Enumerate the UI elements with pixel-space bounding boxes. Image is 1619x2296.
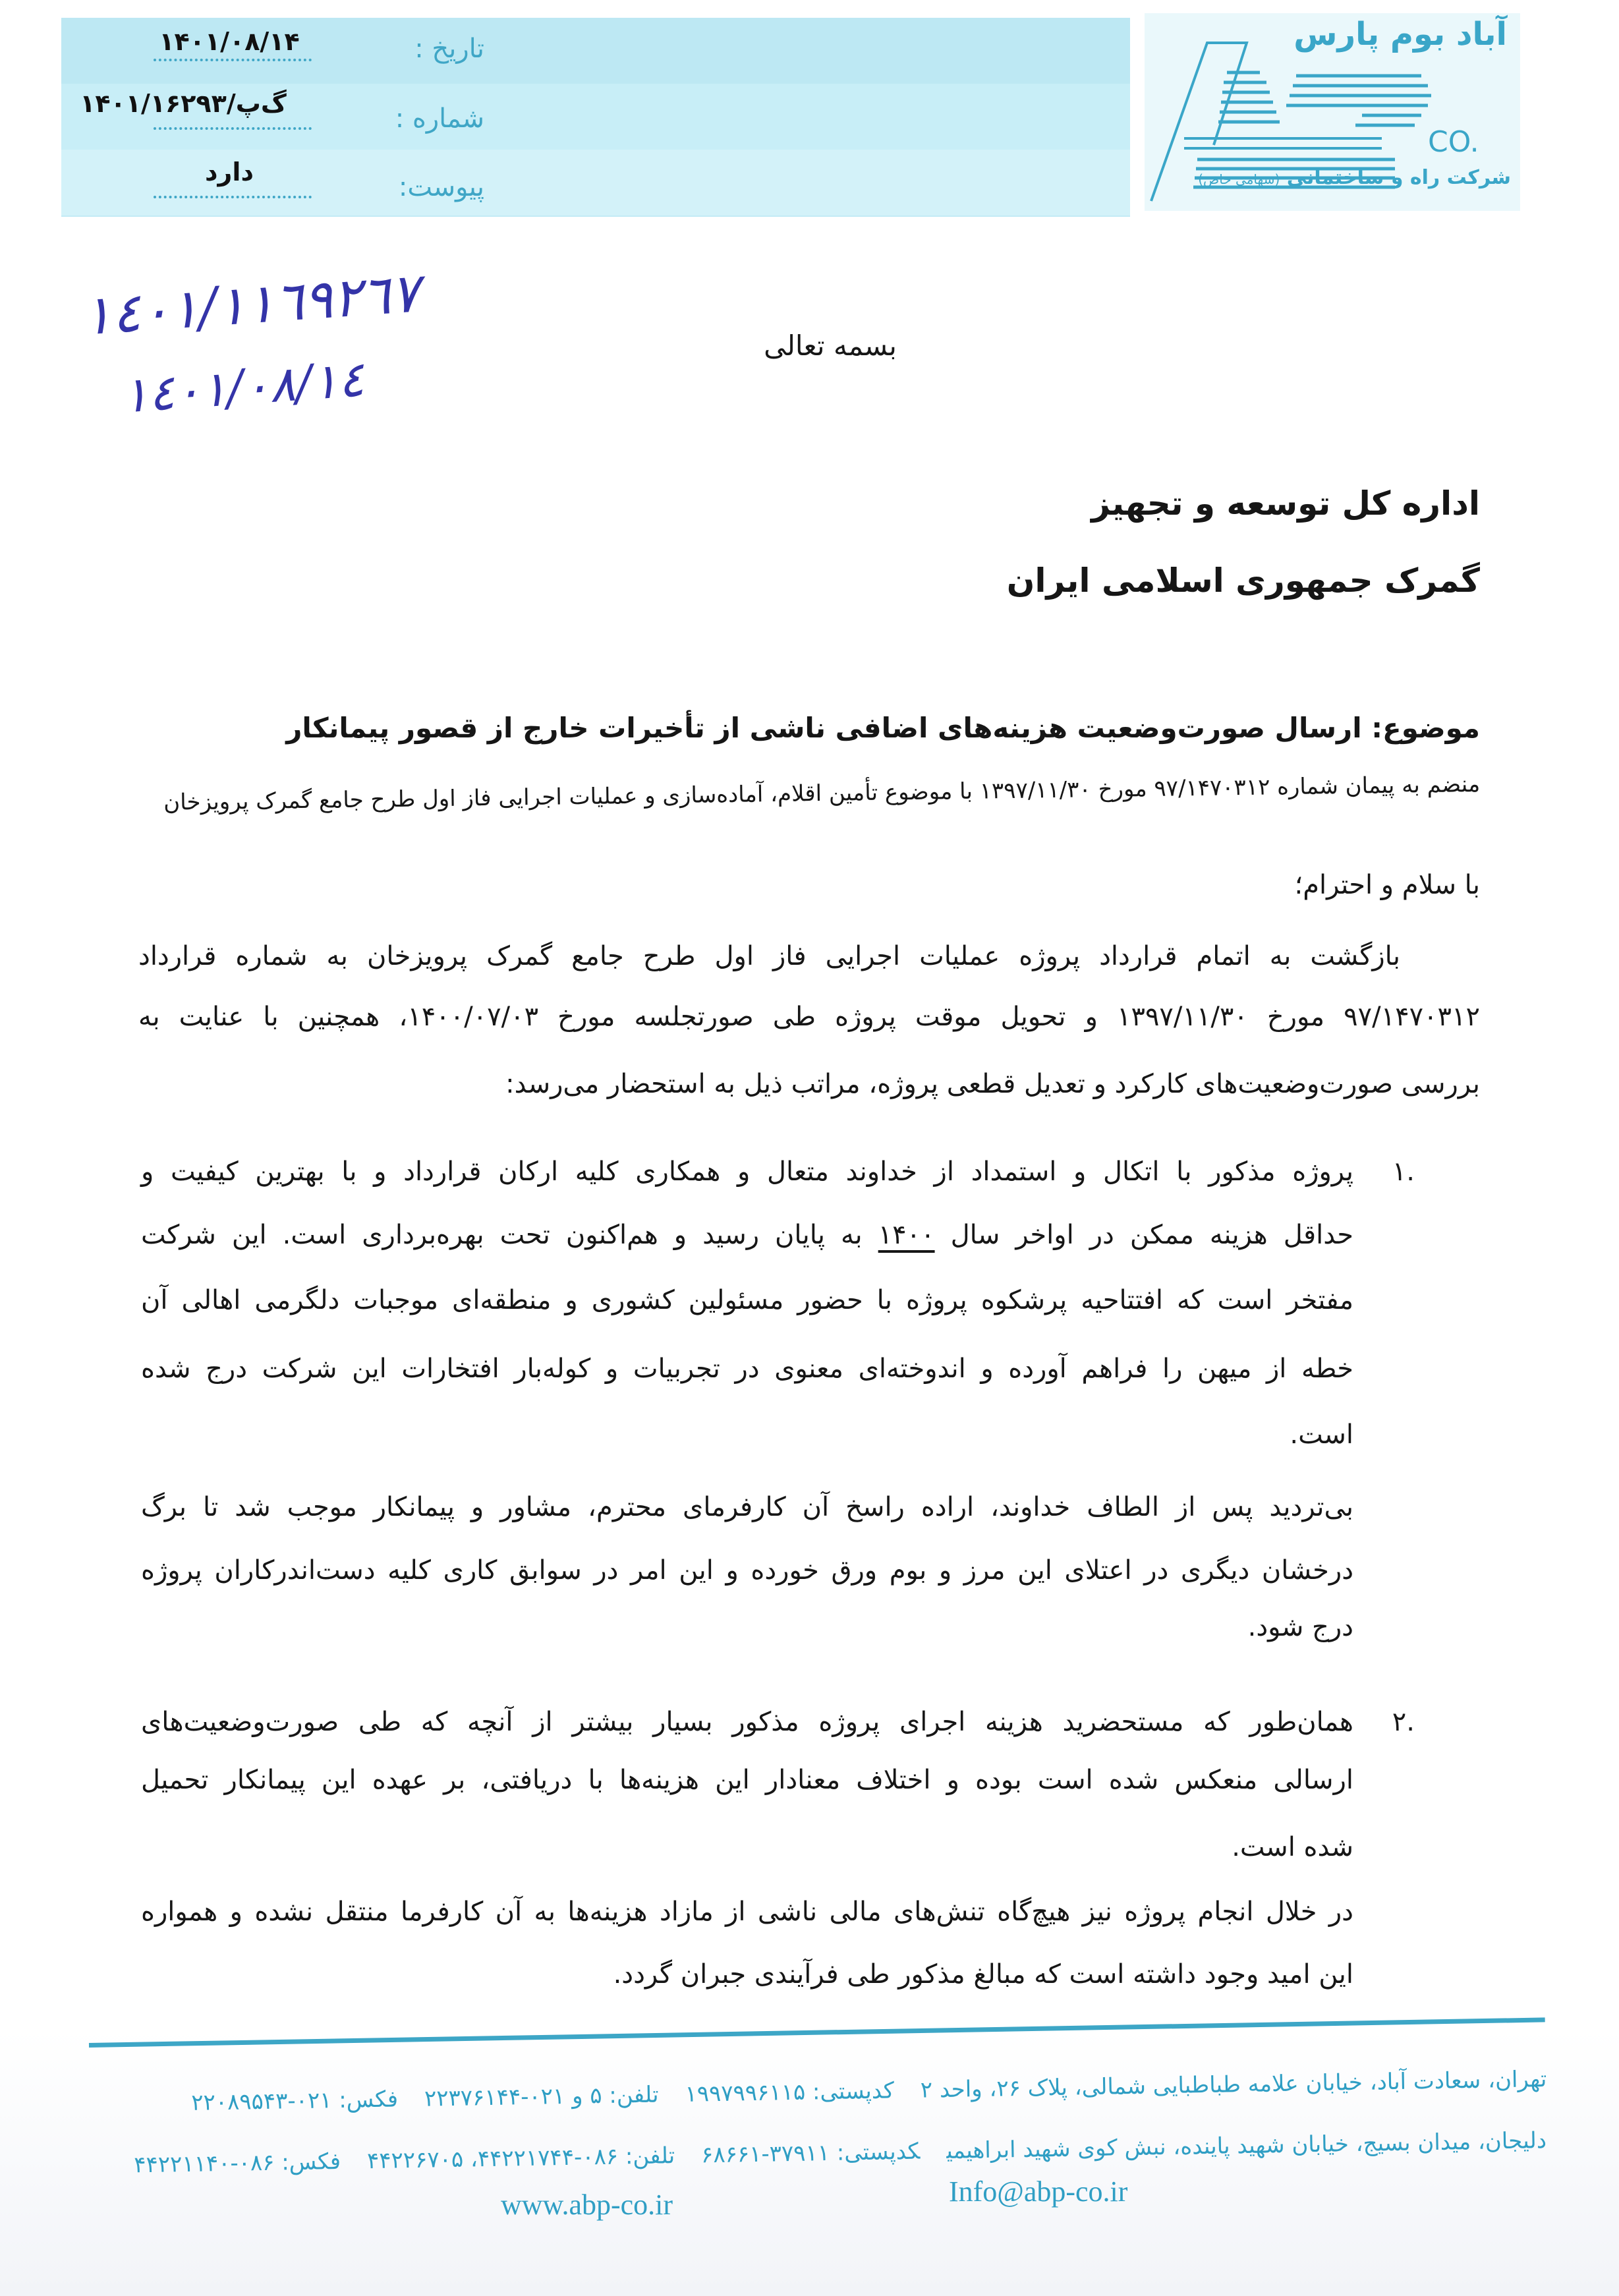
handwritten-registration-date: ١٤٠١/٠٨/١٤ <box>120 351 366 424</box>
date-value: ۱۴۰۱/۰۸/۱۴ <box>159 27 300 56</box>
company-logo <box>1145 13 1520 211</box>
tehran-fax: فکس: ۰۲۱-۲۲۰۸۹۵۴۳ <box>190 2086 399 2116</box>
contract-reference: منضم به پیمان شماره ۹۷/۱۴۷۰۳۱۲ مورخ ۱۳۹۷/۱۱/۳۰ با موضوع تأمین اقلام، آماده‌سازی و عملیات اجرایی فاز اول طرح جامع گمرک پرویزخان <box>163 771 1481 816</box>
website-link[interactable]: www.abp-co.ir <box>501 2189 673 2221</box>
attachment-label: پیوست: <box>398 172 484 202</box>
date-label: تاریخ : <box>414 34 484 64</box>
company-name: آباد بوم پارس <box>1293 16 1507 53</box>
item-1-number: .۱ <box>1392 1157 1415 1187</box>
delijan-phone: تلفن: ۰۸۶-۴۴۲۲۱۷۴۴، ۴۴۲۲۶۷۰۵ <box>366 2142 675 2175</box>
number-dotted-line <box>154 127 312 130</box>
delijan-address: دلیجان، میدان بسیج، خیابان شهید پاینده، نبش کوی شهید ابراهیمی <box>946 2127 1547 2164</box>
intro-line-1: بازگشت به اتمام قرارداد پروژه عملیات اجرایی فاز اول طرح جامع گمرک پرویزخان به شماره قرارداد <box>138 941 1400 971</box>
company-subtitle <box>1198 166 1511 189</box>
date-dotted-line <box>154 59 312 61</box>
item-1-followup-line-2: درخشان دیگری در اعتلای این مرز و بوم ورق خورده و این امر در سوابق کاری کلیه دست‌اندرکاران پروژه <box>141 1555 1353 1586</box>
number-value: ۱۴۰۱/گ‌پ/۱۶۲۹۳ <box>80 89 287 118</box>
letterhead-info-band <box>61 18 1130 217</box>
item-1-line-2 <box>141 1220 1353 1250</box>
email-link[interactable]: Info@abp-co.ir <box>949 2175 1128 2208</box>
number-label: شماره : <box>395 103 484 134</box>
item-2-line-2: ارسالی منعکس شده است بوده و اختلاف معنادار این هزینه‌ها با دریافتی، بر عهده این پیمانکار تحمیل <box>141 1765 1353 1795</box>
tehran-address: تهران، سعادت آباد، خیابان علامه طباطبایی شمالی، پلاک ۲۶، واحد ۲ <box>920 2066 1547 2104</box>
company-type-note: (سهامی خاص) <box>1198 171 1280 187</box>
intro-line-3: بررسی صورت‌وضعیت‌های کارکرد و تعدیل قطعی پروژه، مراتب ذیل به استحضار می‌رسد: <box>505 1069 1480 1099</box>
intro-line-2: ۹۷/۱۴۷۰۳۱۲ مورخ ۱۳۹۷/۱۱/۳۰ و تحویل موقت پروژه طی صورتجلسه مورخ ۱۴۰۰/۰۷/۰۳، همچنین با عنایت به <box>138 1002 1481 1032</box>
underlined-year: ۱۴۰۰ <box>878 1220 935 1250</box>
item-1-line-5: است. <box>1290 1420 1353 1450</box>
number-row <box>61 84 1130 150</box>
delijan-fax: فکس: ۰۸۶-۴۴۲۲۱۱۴۰ <box>134 2148 341 2179</box>
handwritten-registration-number: ١٤٠١/١١٦٩٢٦٧ <box>80 262 422 348</box>
item-1-line-1: پروژه مذکور با اتکال و استمداد از خداوند متعال و همکاری کلیه ارکان قرارداد و با بهترین کیفیت و <box>141 1157 1353 1187</box>
item-1-line-3: مفتخر است که افتتاحیه پرشکوه پروژه با حضور مسئولین کشوری و منطقه‌ای موجبات دلگرمی اهالی آن <box>141 1285 1353 1315</box>
tehran-postal-code: کدپستی: ۱۹۹۷۹۹۶۱۱۵ <box>684 2077 894 2108</box>
item-2-followup-line-1: در خلال انجام پروژه نیز هیچ‌گاه تنش‌های مالی ناشی از مازاد هزینه‌ها به آن کارفرما منتقل نشده و همواره <box>141 1897 1353 1927</box>
item-1-line-2-end: به پایان رسید و هم‌اکنون تحت بهره‌برداری است. این شرکت <box>141 1220 878 1250</box>
recipient-line-1: اداره کل توسعه و تجهیز <box>1091 484 1480 523</box>
item-1-line-2-start: حداقل هزینه ممکن در اواخر سال <box>934 1220 1353 1250</box>
item-2-line-1: همان‌طور که مستحضرید هزینه اجرای پروژه مذکور بسیار بیشتر از آنچه که طی صورت‌وضعیت‌های <box>141 1707 1353 1737</box>
recipient-line-2: گمرک جمهوری اسلامی ایران <box>1006 561 1480 600</box>
attachment-dotted-line <box>154 196 312 198</box>
delijan-postal-code: کدپستی: ۳۷۹۱۱-۶۸۶۶۱ <box>700 2138 921 2169</box>
date-row <box>61 18 1130 84</box>
item-2-number: .۲ <box>1392 1707 1415 1737</box>
item-1-followup-line-3: درج شود. <box>1247 1612 1353 1642</box>
tehran-phone: تلفن: ۵ و ۰۲۱-۲۲۳۷۶۱۴۴ <box>424 2081 659 2112</box>
attachment-row <box>61 150 1130 215</box>
company-type: شرکت راه و ساختمانی <box>1286 166 1511 189</box>
invocation: بسمه تعالی <box>764 330 897 362</box>
subject: موضوع: ارسال صورت‌وضعیت هزینه‌های اضافی ناشی از تأخیرات خارج از قصور پیمانکار <box>286 712 1480 744</box>
company-co-mark: CO. <box>1428 125 1479 159</box>
item-2-line-3: شده است. <box>1232 1832 1353 1862</box>
item-1-line-4: خطه از میهن را فراهم آورده و اندوخته‌ای معنوی در تجربیات و کوله‌بار افتخارات این شرکت درج شده <box>141 1354 1353 1384</box>
attachment-value: دارد <box>205 158 254 187</box>
item-1-followup-line-1: بی‌تردید پس از الطاف خداوند، اراده راسخ آن کارفرمای محترم، مشاور و پیمانکار موجب شد تا برگ <box>141 1492 1353 1522</box>
greeting: با سلام و احترام؛ <box>1294 870 1480 900</box>
item-2-followup-line-2: این امید وجود داشته است که مبالغ مذکور طی فرآیندی جبران گردد. <box>613 1959 1353 1990</box>
